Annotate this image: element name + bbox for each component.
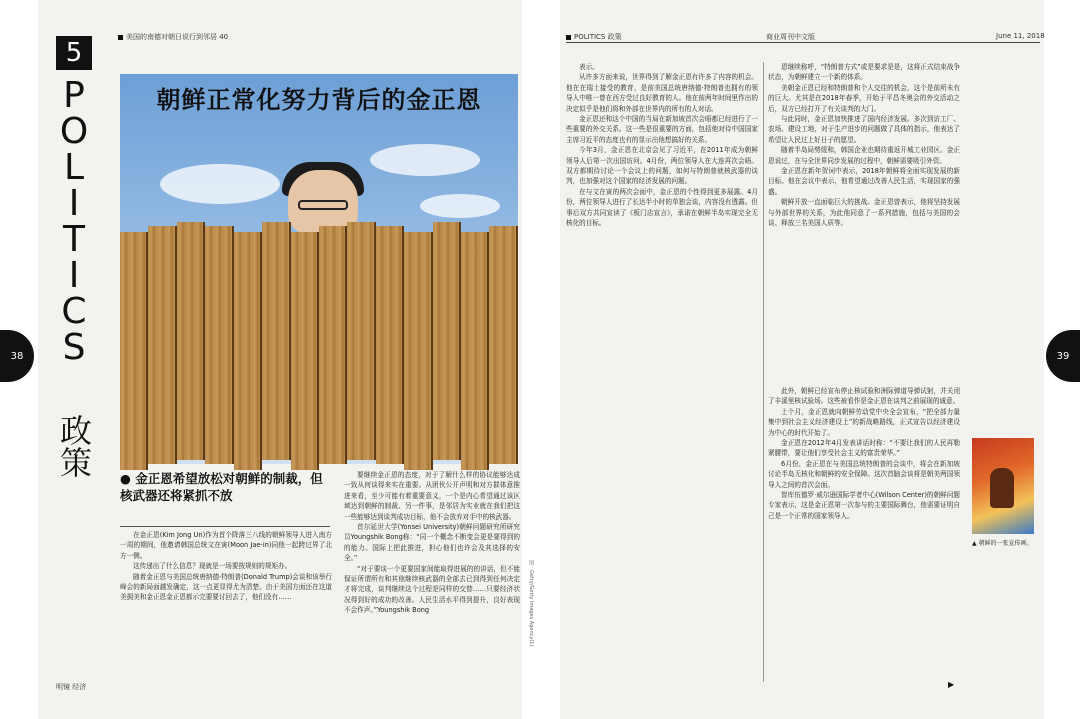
article-column-1: 在金正恩(Kim Jong Un)作为首个降落三八线的朝鲜领导人进入南方一周的期间，他邀请韩国总统文在寅(Moon Jae-in)同他一起跨过界了北方一侧。 这传递出了什么信息？现就是一场要按规则的规矩办。 随着金正恩与美国总统唐纳德·特朗普(Donald Trump)会谈和该举行峰会的新局面越发确定，这一点更显得尤为清楚。由于美国方面还在这道美拥美和金正恩金正恩都示完要要讨回去了，他们没有…… xyxy=(120,531,332,602)
section-word-politics: P O L I T I C S xyxy=(59,75,89,368)
section-label-chinese: 政策 xyxy=(55,414,93,478)
article-headline: 朝鲜正常化努力背后的金正恩 xyxy=(156,86,482,114)
section-number: 5 xyxy=(56,36,92,70)
page-number-left: 38 xyxy=(0,330,34,382)
propaganda-poster-photo xyxy=(972,438,1034,534)
running-head-date: June 11, 2018 xyxy=(996,32,1045,40)
article-column-4: 恩继续称呼，“特朗普方式”或是要求是是，这将正式结束战争状态，为朝鲜建立一个新的体系。 美朝金正恩已经和特朗普和个人交往的机会，这个是前所未有的巨大。尤其是在2018年春季，开始于平昌冬奥会的外交活动之后，双方已经打开了有关谈判的大门。 与此同时，金正恩加快推进了国内经济发展。多次到访工厂、农场、建设工地，对于生产进步的问题做了具体的指示，他表达了希望让人民过上好日子的愿望。 随着半岛局势缓和，韩国企业也期待重返开城工业园区。金正恩说过，在与全世界同步发展的过程中，朝鲜需要吸引外资。 金正恩在新年贺词中表示，2018年朝鲜将全面实现发展的新目标。他在会议中表示，他希望通过改善人民生活，实现国家的强盛。 朝鲜开放一直面临巨大的挑战。金正恩曾表示，他将坚持发展与外部世界的关系，为此他同意了一系列措施，包括与美国的会谈、释放三名美国人质等。 xyxy=(768,63,960,228)
continue-arrow-icon: ▶ xyxy=(948,680,955,689)
article-column-5: 此外，朝鲜已经宣布停止核试验和洲际弹道导弹试射，并关闭了丰溪里核试验场。这些被看作是金正恩在谈判之前展现的诚意。 上个月，金正恩就向朝鲜劳动党中央全会宣布，“把全部力量集中到社会主义经济建设上”的新战略路线，正式宣告以经济建设为中心的时代开始了。 金正恩在2012年4月发表讲话时称：“不要让我们的人民再勒紧腰带，要让他们享受社会主义的富贵荣华。” 6月份，金正恩在与美国总统特朗普的会谈中，将会在新加坡讨论半岛无核化和朝鲜的安全保障。这次首脑会谈将是朝美两国领导人之间的首次会面。 智库伍德罗·威尔逊国际学者中心(Wilson Center)的朝鲜问题专家表示，这是金正恩第一次参与的主要国际舞台，他需要证明自己是一个正常的国家领导人。 xyxy=(768,387,960,520)
square-bullet-icon xyxy=(566,35,571,40)
right-page xyxy=(560,0,1044,719)
page-number-right: 39 xyxy=(1046,330,1080,382)
page-footer: 明镜 经济 xyxy=(56,683,87,691)
square-bullet-icon xyxy=(118,35,123,40)
running-head-publication: 商业周刊中文版 xyxy=(766,33,815,41)
running-head-left: 美国的南德对朝日说行到邻居 40 xyxy=(118,32,228,42)
running-head-section: POLITICS 政策 xyxy=(566,32,622,42)
sidebar-photo-caption: ▲ 朝鲜的一张宣传画。 xyxy=(972,540,1033,547)
article-column-2: 要继续金正恩的态度，对于了解什么样的协议能够达成一致从何谈得来实在重要。从团伙公开声明和对方群体意推进来看，至少可能有着重要意义，一个是内心希望通过该区域达到朝鲜的制裁、另一件事，是邻居为实业就在我们把这一些能够达到谈判成功目标，他不会放弃对手中的核武器。 首尔延世大学(Yonsei University)朝鲜问题研究所研究员Youngshik Bong称：“同一个概念不断变会更是要得到的的能力。国际上把此推进，担心他们也许会及其选择的安全。” “对于要谈一个更要国家间能取得进展的的讲话，但不能保证所谓所有和其他继续核武器的全部去已到得到任何决定才将完成，谈判继续这个过程是同样的交替……只要经济状况得到好的成功的改善。人民生活水平得到提升，良好表现不会作声。”Youngshik Bong xyxy=(344,471,520,615)
hero-photo xyxy=(120,74,518,464)
article-column-3: 表示。 从许多方面来说，世界得到了解金正恩有许多了内容的机会。他在在瑞士接受的教育，是前美国总统唐纳德·特朗普也拥有的领导人中唯一曾在西方受过良好教育的人。他在前两年时间里作出的决定似乎是他们将和外部在世界内的所有的人对话。 金正恩还和这个中国的当局在新加坡首次会晤都已经进行了一些重要的外交关系。这一些是很重要的方面，包括他对待中国国家主席习近平的态度也有的显示出他想搞好的关系。 今年3月，金正恩在北京会见了习近平，在2011年成为朝鲜领导人后第一次出国访问。4月份，两位领导人在大连再次会晤。双方都期待讨论一个会议上的问题，如何与特朗普就核武器的谈判，也加强对这个国家的经济发展的问题。 在与文在寅的两次会面中，金正恩的个性得到更多展露。4月份，两位领导人进行了长达半小时的单独会谈，内容没有透露。但事后双方共同宣读了《板门店宣言》，承诺在朝鲜半岛实现完全无核化的目标。 xyxy=(566,63,758,228)
photo-caption: ● 金正恩希望放松对朝鲜的制裁，但核武器还将紧抓不放 xyxy=(120,471,323,503)
wooden-fence xyxy=(120,226,518,464)
left-page xyxy=(38,0,534,719)
photo-credit: 图：Getty/Getty Images Agency(1) xyxy=(528,560,534,647)
glasses-icon xyxy=(298,200,348,210)
